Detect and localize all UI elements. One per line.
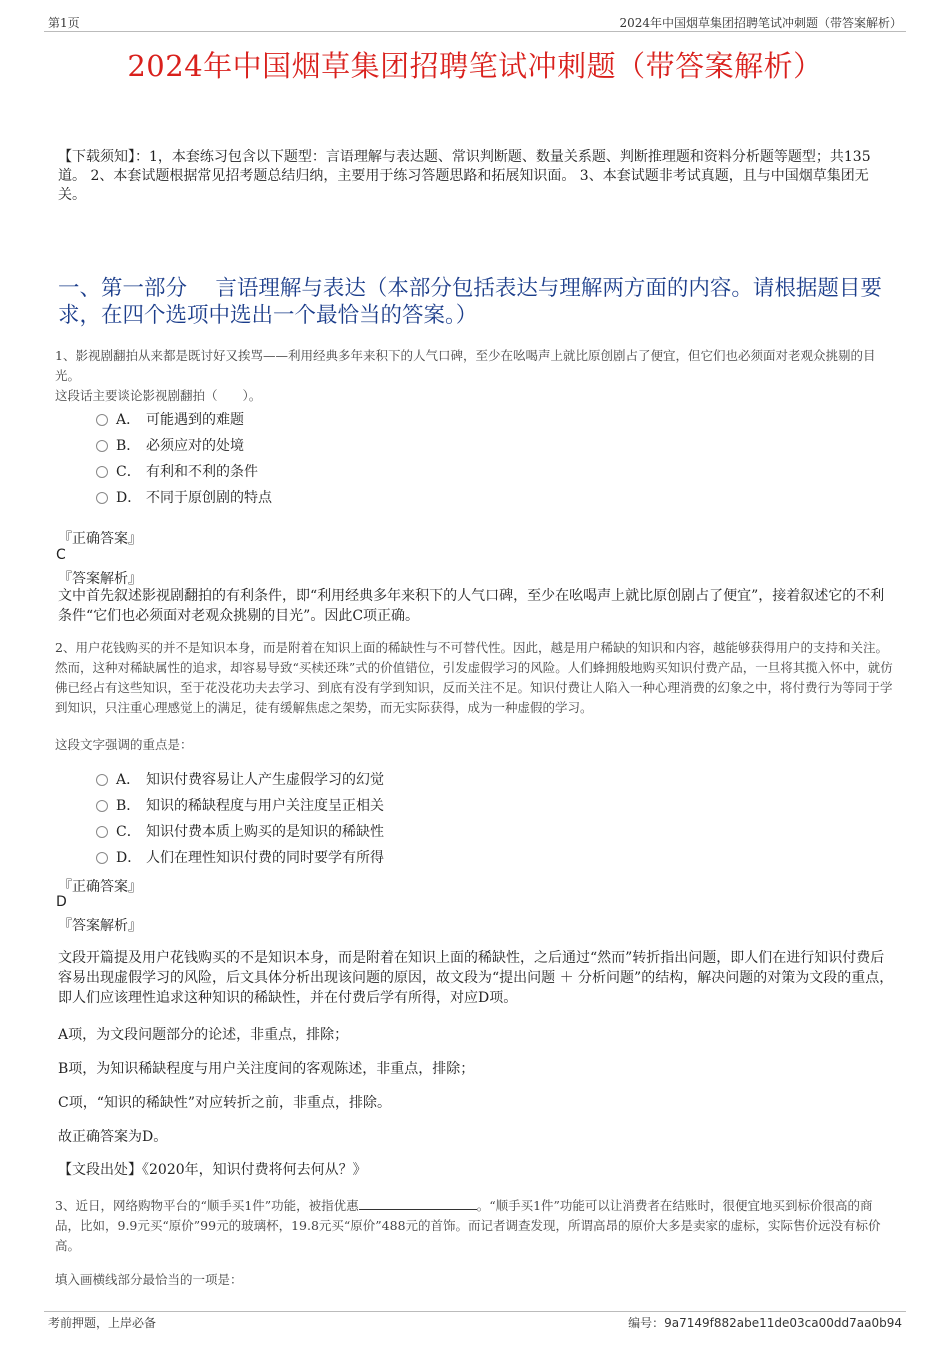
question-1-analysis-label: 『答案解析』 — [58, 571, 142, 587]
question-2-option-b[interactable]: B． 知识的稀缺程度与用户关注度呈正相关 — [96, 795, 384, 815]
question-2-option-d[interactable]: D． 人们在理性知识付费的同时要学有所得 — [96, 847, 384, 867]
question-3-prompt: 填入画横线部分最恰当的一项是： — [55, 1272, 243, 1287]
footer-slogan: 考前押题，上岸必备 — [48, 1316, 157, 1330]
radio-icon[interactable] — [96, 826, 108, 838]
question-2-answer: D — [56, 894, 67, 910]
question-2-note-a: A项，为文段问题部分的论述，非重点，排除； — [58, 1027, 349, 1043]
question-2-analysis-label: 『答案解析』 — [58, 918, 142, 934]
header-divider — [44, 31, 906, 32]
radio-icon[interactable] — [96, 852, 108, 864]
fill-blank[interactable] — [359, 1197, 477, 1210]
footer-code: 编号：9a7149f882abe11de03ca00dd7aa0b94 — [628, 1316, 902, 1330]
radio-icon[interactable] — [96, 440, 108, 452]
page-footer — [48, 1314, 902, 1332]
radio-icon[interactable] — [96, 492, 108, 504]
question-1-answer-label: 『正确答案』 — [58, 531, 142, 547]
question-1-answer: C — [56, 547, 66, 563]
question-1-analysis: 文中首先叙述影视剧翻拍的有利条件，即“利用经典多年来积下的人气口碑，至少在吆喝声上就比原创剧占了便宜”，接着叙述它的不利条件“它们也必须面对老观众挑剔的目光”。因此C项正确。 — [58, 588, 885, 624]
page-number: 第1页 — [48, 16, 80, 30]
radio-icon[interactable] — [96, 774, 108, 786]
header-doc-title: 2024年中国烟草集团招聘笔试冲刺题（带答案解析） — [619, 16, 902, 30]
question-2-note-c: C项，“知识的稀缺性”对应转折之前，非重点，排除。 — [58, 1095, 392, 1111]
question-2-conclusion: 故正确答案为D。 — [58, 1129, 168, 1145]
question-2-note-b: B项，为知识稀缺程度与用户关注度间的客观陈述，非重点，排除； — [58, 1061, 475, 1077]
question-2-source: 【文段出处】《2020年，知识付费将何去何从？》 — [58, 1162, 367, 1178]
question-2-option-a[interactable]: A． 知识付费容易让人产生虚假学习的幻觉 — [96, 769, 384, 789]
question-2-option-c[interactable]: C． 知识付费本质上购买的是知识的稀缺性 — [96, 821, 384, 841]
radio-icon[interactable] — [96, 414, 108, 426]
question-2-answer-label: 『正确答案』 — [58, 879, 142, 895]
question-1-prompt: 这段话主要谈论影视剧翻拍（ ）。 — [55, 388, 262, 403]
document-title: 2024年中国烟草集团招聘笔试冲刺题（带答案解析） — [127, 49, 823, 83]
question-1-option-b[interactable]: B． 必须应对的处境 — [96, 435, 244, 455]
question-2-prompt: 这段文字强调的重点是： — [55, 737, 193, 752]
question-1-option-d[interactable]: D． 不同于原创剧的特点 — [96, 487, 272, 507]
question-2-stem: 2、用户花钱购买的并不是知识本身，而是附着在知识上面的稀缺性与不可替代性。因此，越是用户稀缺的知识和内容，越能够获得用户的支持和关注。然而，这种对稀缺属性的追求，却容易导致“买椟还珠”式的价值错位，引发虚假学习的风险。人们蜂拥般地购买知识付费产品，一旦将其揽入怀中，就仿佛已经占有这些知识，至于花没花功夫去学习、到底有没有学到知识，反而关注不足。知识付费让人陷入一种心理消费的幻象之中，将付费行为等同于学到知识，只注重心理感觉上的满足，徒有缓解焦虑之架势，而无实际获得，成为一种虚假的学习。 — [55, 640, 893, 715]
question-3-stem: 3、近日，网络购物平台的“顺手买1件”功能，被指优惠 。“顺手买1件”功能可以让消费者在结账时，很便宜地买到标价很高的商品，比如，9.9元买“原价”99元的玻璃杯，19.8元买“原价”488元的首饰。而记者调查发现，所谓高昂的原价大多是卖家的虚标，实际售价远没有标价高。 — [55, 1198, 881, 1253]
download-notice: 【下载须知】：1，本套练习包含以下题型：言语理解与表达题、常识判断题、数量关系题、判断推理题和资料分析题等题型；共135道。 2、本套试题根据常见招考题总结归纳，主要用于练习答题思路和拓展知识面。 3、本套试题非考试真题，且与中国烟草集团无关。 — [58, 149, 871, 203]
question-1-option-a[interactable]: A． 可能遇到的难题 — [96, 409, 244, 429]
question-2-analysis: 文段开篇提及用户花钱购买的不是知识本身，而是附着在知识上面的稀缺性，之后通过“然而”转折指出问题，即人们在进行知识付费后容易出现虚假学习的风险，后文具体分析出现该问题的原因，故文段为“提出问题 ＋ 分析问题”的结构，解决问题的对策为文段的重点，即人们应该理性追求这种知识的稀缺性，并在付费后学有所得，对应D项。 — [58, 950, 894, 1006]
section-heading: 一、第一部分 言语理解与表达（本部分包括表达与理解两方面的内容。请根据题目要求，在四个选项中选出一个最恰当的答案。） — [58, 276, 882, 328]
footer-divider — [44, 1311, 906, 1312]
page-header — [48, 14, 902, 32]
radio-icon[interactable] — [96, 800, 108, 812]
question-1-stem: 1、影视剧翻拍从来都是既讨好又挨骂——利用经典多年来积下的人气口碑，至少在吆喝声上就比原创剧占了便宜，但它们也必须面对老观众挑剔的目光。 — [55, 348, 876, 383]
question-1-option-c[interactable]: C． 有利和不利的条件 — [96, 461, 258, 481]
radio-icon[interactable] — [96, 466, 108, 478]
